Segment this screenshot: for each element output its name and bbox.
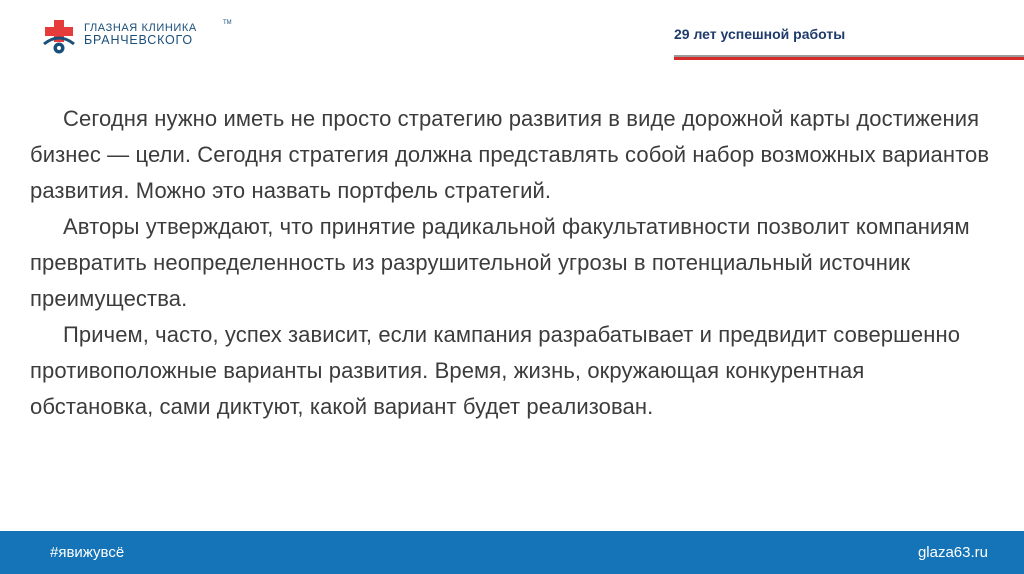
logo-line1: ГЛАЗНАЯ КЛИНИКА bbox=[84, 22, 197, 34]
header bbox=[0, 0, 1024, 64]
trademark-mark: TM bbox=[223, 20, 232, 26]
logo-text bbox=[84, 22, 197, 46]
paragraph-2: Авторы утверждают, что принятие радикальной факультативности позволит компаниям превратить неопределенность из разрушительной угрозы в потенциальный источник преимущества. bbox=[30, 214, 970, 311]
paragraph-3: Причем, часто, успех зависит, если кампания разрабатывает и предвидит совершенно противоположные варианты развития. Время, жизнь, окружающая конкурентная обстановка, сами диктуют, какой вариант будет реализован. bbox=[30, 322, 961, 419]
eye-clinic-logo-icon bbox=[40, 18, 78, 58]
clinic-logo[interactable] bbox=[40, 18, 232, 58]
paragraph-1: Сегодня нужно иметь не просто стратегию развития в виде дорожной карты достижения бизнес — цели. Сегодня стратегия должна представлять собой набор возможных вариантов развития. Можно это назвать портфель стратегий. bbox=[30, 106, 990, 203]
logo-line2: БРАНЧЕВСКОГО bbox=[84, 33, 193, 47]
tagline: 29 лет успешной работы bbox=[674, 26, 846, 42]
header-divider-red bbox=[674, 57, 1024, 60]
slide-body bbox=[30, 101, 990, 425]
footer-hashtag[interactable]: #явижувсё bbox=[50, 544, 125, 561]
footer-site-link[interactable]: glaza63.ru bbox=[917, 544, 988, 561]
footer-bar bbox=[0, 531, 1024, 574]
